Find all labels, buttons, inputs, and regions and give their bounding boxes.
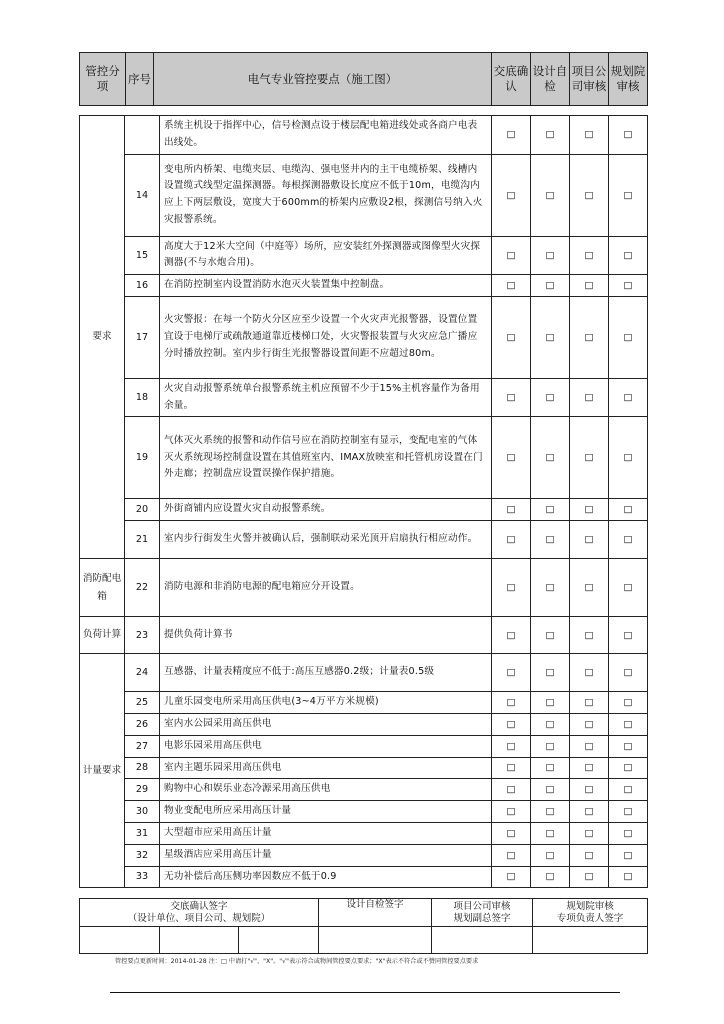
confirm-checkbox[interactable]: □	[492, 296, 531, 378]
confirm-checkbox[interactable]: □	[492, 654, 531, 692]
row-number: 31	[125, 822, 160, 844]
table-row	[80, 236, 648, 275]
signature-table	[79, 898, 648, 954]
requirement-text: 星级酒店应采用高压计量	[160, 844, 492, 866]
planning-review-checkbox[interactable]: □	[609, 779, 648, 801]
row-number: 27	[125, 735, 160, 757]
confirm-checkbox[interactable]: □	[492, 521, 531, 559]
design-check-checkbox[interactable]: □	[531, 779, 570, 801]
planning-review-checkbox[interactable]: □	[609, 822, 648, 844]
table-row	[80, 116, 648, 155]
confirm-checkbox[interactable]: □	[492, 275, 531, 297]
design-check-checkbox[interactable]: □	[531, 757, 570, 779]
category-cell: 要求	[80, 116, 125, 559]
design-check-checkbox[interactable]: □	[531, 116, 570, 155]
requirement-text: 物业变配电所应采用高压计量	[160, 801, 492, 823]
table-row	[80, 378, 648, 417]
project-review-checkbox[interactable]: □	[570, 499, 609, 521]
project-review-checkbox[interactable]: □	[570, 714, 609, 736]
col-confirm-header: 交底确认	[492, 53, 531, 106]
row-number: 29	[125, 779, 160, 801]
table-row	[80, 757, 648, 779]
requirement-text: 消防电源和非消防电源的配电箱应分开设置。	[160, 559, 492, 617]
table-row	[80, 714, 648, 736]
row-number: 33	[125, 866, 160, 888]
row-number: 16	[125, 275, 160, 297]
design-check-checkbox[interactable]: □	[531, 654, 570, 692]
confirm-checkbox[interactable]: □	[492, 154, 531, 236]
row-number: 14	[125, 154, 160, 236]
requirement-text: 室内主题乐园采用高压供电	[160, 757, 492, 779]
planning-review-checkbox[interactable]: □	[609, 866, 648, 888]
project-review-checkbox[interactable]: □	[570, 779, 609, 801]
planning-review-signature-label: 规划院审核 专项负责人签字	[533, 899, 648, 927]
design-check-checkbox[interactable]: □	[531, 417, 570, 499]
project-review-checkbox[interactable]: □	[570, 822, 609, 844]
confirm-checkbox[interactable]: □	[492, 559, 531, 617]
project-review-checkbox[interactable]: □	[570, 559, 609, 617]
confirm-checkbox[interactable]: □	[492, 378, 531, 417]
row-number: 32	[125, 844, 160, 866]
confirm-checkbox[interactable]: □	[492, 116, 531, 155]
confirm-checkbox[interactable]: □	[492, 714, 531, 736]
project-review-checkbox[interactable]: □	[570, 801, 609, 823]
header-table	[79, 52, 648, 106]
table-row	[80, 617, 648, 654]
row-number: 17	[125, 296, 160, 378]
table-row	[80, 499, 648, 521]
planning-review-checkbox[interactable]: □	[609, 417, 648, 499]
requirements-table	[79, 115, 648, 888]
requirement-text: 购物中心和娱乐业态冷源采用高压供电	[160, 779, 492, 801]
confirm-checkbox[interactable]: □	[492, 844, 531, 866]
row-number: 30	[125, 801, 160, 823]
category-cell: 消防配电箱	[80, 559, 125, 617]
project-review-signature-label: 项目公司审核 规划副总签字	[432, 899, 533, 927]
requirement-text: 变电所内桥架、电缆夹层、电缆沟、强电竖井内的主干电缆桥架、线槽内设置缆式线型定温探测器。每根探测器敷设长度应不低于10m，电缆沟内应上下两层敷设，宽度大于600mm的桥架内应敷设2根，探测信号纳入火灾报警系统。	[160, 154, 492, 236]
planning-review-checkbox[interactable]: □	[609, 735, 648, 757]
planning-review-checkbox[interactable]: □	[609, 844, 648, 866]
page-bottom-rule	[110, 992, 620, 993]
table-row	[80, 779, 648, 801]
planning-review-checkbox[interactable]: □	[609, 378, 648, 417]
planning-review-checkbox[interactable]: □	[609, 692, 648, 714]
confirm-checkbox[interactable]: □	[492, 822, 531, 844]
requirement-text: 火灾自动报警系统单台报警系统主机应预留不少于15%主机容量作为备用余量。	[160, 378, 492, 417]
confirm-checkbox[interactable]: □	[492, 692, 531, 714]
row-number	[125, 116, 160, 155]
planning-review-checkbox[interactable]: □	[609, 236, 648, 275]
design-check-checkbox[interactable]: □	[531, 275, 570, 297]
row-number: 20	[125, 499, 160, 521]
project-review-signature-field[interactable]	[432, 927, 533, 954]
project-review-checkbox[interactable]: □	[570, 866, 609, 888]
table-row	[80, 154, 648, 236]
confirm-checkbox[interactable]: □	[492, 866, 531, 888]
project-review-checkbox[interactable]: □	[570, 757, 609, 779]
confirm-checkbox[interactable]: □	[492, 801, 531, 823]
planning-review-signature-field[interactable]	[533, 927, 648, 954]
confirm-checkbox[interactable]: □	[492, 417, 531, 499]
table-row	[80, 692, 648, 714]
table-row	[80, 735, 648, 757]
requirement-text: 电影乐园采用高压供电	[160, 735, 492, 757]
row-number: 19	[125, 417, 160, 499]
confirm-signature-label: 交底确认签字 （设计单位、项目公司、规划院）	[80, 899, 319, 927]
table-row	[80, 822, 648, 844]
design-check-checkbox[interactable]: □	[531, 735, 570, 757]
row-number: 22	[125, 559, 160, 617]
project-review-checkbox[interactable]: □	[570, 844, 609, 866]
project-review-checkbox[interactable]: □	[570, 617, 609, 654]
design-check-checkbox[interactable]: □	[531, 296, 570, 378]
col-design-check-header: 设计自检	[531, 53, 570, 106]
project-review-checkbox[interactable]: □	[570, 378, 609, 417]
requirement-text: 无功补偿后高压侧功率因数应不低于0.9	[160, 866, 492, 888]
category-cell: 负荷计算	[80, 617, 125, 654]
design-check-checkbox[interactable]: □	[531, 714, 570, 736]
design-check-checkbox[interactable]: □	[531, 801, 570, 823]
requirement-text: 大型超市应采用高压计量	[160, 822, 492, 844]
confirm-checkbox[interactable]: □	[492, 757, 531, 779]
row-number: 28	[125, 757, 160, 779]
table-row	[80, 559, 648, 617]
table-row	[80, 801, 648, 823]
requirement-text: 室内步行街发生火警并被确认后，强制联动采光顶开启扇执行相应动作。	[160, 521, 492, 559]
planning-review-checkbox[interactable]: □	[609, 521, 648, 559]
row-number: 18	[125, 378, 160, 417]
requirement-text: 互感器、计量表精度应不低于:高压互感器0.2级；计量表0.5级	[160, 654, 492, 692]
planning-review-checkbox[interactable]: □	[609, 499, 648, 521]
confirm-checkbox[interactable]: □	[492, 499, 531, 521]
design-check-checkbox[interactable]: □	[531, 378, 570, 417]
requirement-text: 儿童乐园变电所采用高压供电(3~4万平方米规模)	[160, 692, 492, 714]
design-check-checkbox[interactable]: □	[531, 844, 570, 866]
planning-review-checkbox[interactable]: □	[609, 801, 648, 823]
col-category-header: 管控分项	[80, 53, 126, 106]
design-check-checkbox[interactable]: □	[531, 692, 570, 714]
row-number: 23	[125, 617, 160, 654]
requirement-text: 在消防控制室内设置消防水泡灭火装置集中控制盘。	[160, 275, 492, 297]
planning-review-checkbox[interactable]: □	[609, 714, 648, 736]
table-row	[80, 275, 648, 297]
project-review-checkbox[interactable]: □	[570, 116, 609, 155]
project-review-checkbox[interactable]: □	[570, 654, 609, 692]
project-review-checkbox[interactable]: □	[570, 735, 609, 757]
col-project-review-header: 项目公司审核	[570, 53, 609, 106]
design-check-checkbox[interactable]: □	[531, 866, 570, 888]
planning-review-checkbox[interactable]: □	[609, 154, 648, 236]
design-check-checkbox[interactable]: □	[531, 499, 570, 521]
row-number: 21	[125, 521, 160, 559]
project-review-checkbox[interactable]: □	[570, 521, 609, 559]
requirement-text: 系统主机设于指挥中心，信号检测点设于楼层配电箱进线处或各商户电表出线处。	[160, 116, 492, 155]
requirement-text: 火灾警报：在每一个防火分区应至少设置一个火灾声光报警器，设置位置宜设于电梯厅或疏散通道靠近楼梯口处，火灾警报装置与火灾应急广播应分时播放控制。室内步行街生光报警器设置间距不应超过80m。	[160, 296, 492, 378]
confirm-checkbox[interactable]: □	[492, 735, 531, 757]
project-review-checkbox[interactable]: □	[570, 296, 609, 378]
planning-review-checkbox[interactable]: □	[609, 275, 648, 297]
row-number: 24	[125, 654, 160, 692]
col-no-header: 序号	[126, 53, 154, 106]
planning-review-checkbox[interactable]: □	[609, 617, 648, 654]
col-planning-review-header: 规划院审核	[609, 53, 648, 106]
design-check-checkbox[interactable]: □	[531, 154, 570, 236]
table-row	[80, 417, 648, 499]
row-number: 15	[125, 236, 160, 275]
category-cell: 计量要求	[80, 654, 125, 888]
table-row	[80, 296, 648, 378]
design-check-signature-field[interactable]	[319, 927, 432, 954]
row-number: 25	[125, 692, 160, 714]
confirm-signature-field[interactable]	[80, 927, 319, 954]
design-check-checkbox[interactable]: □	[531, 236, 570, 275]
table-row	[80, 521, 648, 559]
col-content-header: 电气专业管控要点（施工图）	[154, 53, 492, 106]
requirement-text: 高度大于12米大空间（中庭等）场所，应安装红外探测器或图像型火灾探测器(不与水炮合用)。	[160, 236, 492, 275]
planning-review-checkbox[interactable]: □	[609, 116, 648, 155]
row-number: 26	[125, 714, 160, 736]
table-row	[80, 844, 648, 866]
confirm-checkbox[interactable]: □	[492, 617, 531, 654]
requirement-text: 提供负荷计算书	[160, 617, 492, 654]
project-review-checkbox[interactable]: □	[570, 417, 609, 499]
requirement-text: 室内水公园采用高压供电	[160, 714, 492, 736]
planning-review-checkbox[interactable]: □	[609, 296, 648, 378]
project-review-checkbox[interactable]: □	[570, 154, 609, 236]
planning-review-checkbox[interactable]: □	[609, 757, 648, 779]
table-row	[80, 866, 648, 888]
requirement-text: 外街商铺内应设置火灾自动报警系统。	[160, 499, 492, 521]
design-check-signature-label: 设计自检签字	[319, 899, 432, 927]
project-review-checkbox[interactable]: □	[570, 692, 609, 714]
design-check-checkbox[interactable]: □	[531, 617, 570, 654]
confirm-checkbox[interactable]: □	[492, 236, 531, 275]
design-check-checkbox[interactable]: □	[531, 521, 570, 559]
planning-review-checkbox[interactable]: □	[609, 559, 648, 617]
design-check-checkbox[interactable]: □	[531, 559, 570, 617]
planning-review-checkbox[interactable]: □	[609, 654, 648, 692]
footnote: 管控要点更新时间：2014-01-28 注：□ 中请打"√"、"X"。"√"表示符合或物间管控要点要求；"X"表示不符合或不赞同管控要点要求	[115, 958, 479, 965]
confirm-checkbox[interactable]: □	[492, 779, 531, 801]
project-review-checkbox[interactable]: □	[570, 275, 609, 297]
design-check-checkbox[interactable]: □	[531, 822, 570, 844]
requirement-text: 气体灭火系统的报警和动作信号应在消防控制室有显示，变配电室的气体灭火系统现场控制盘设置在其值班室内、IMAX放映室和托管机房设置在门外走廊；控制盘应设置误操作保护措施。	[160, 417, 492, 499]
table-row	[80, 654, 648, 692]
project-review-checkbox[interactable]: □	[570, 236, 609, 275]
